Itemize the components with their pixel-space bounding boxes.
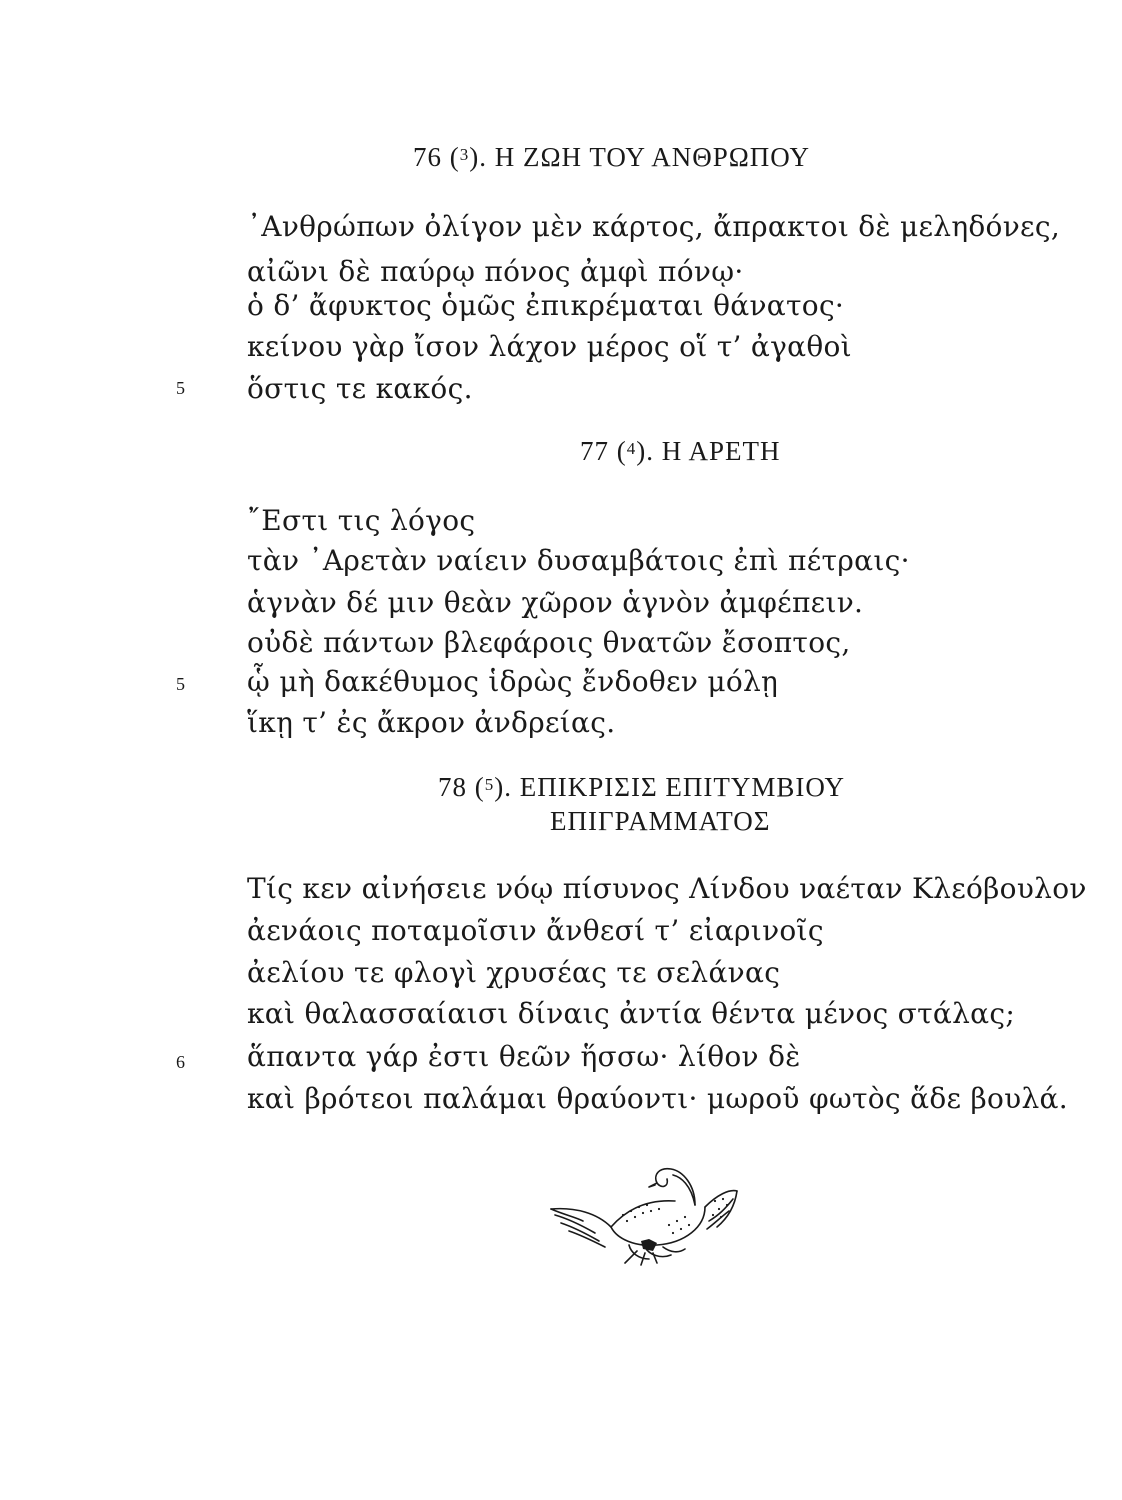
line-number: 6 (176, 1052, 185, 1072)
verse-line: ᾧ μὴ δακέθυμος ἱδρὼς ἔνδοθεν μόλῃ (247, 665, 779, 698)
verse-line: ὁ δ’ ἄφυκτος ὁμῶς ἐπικρέμαται θάνατος· (247, 289, 845, 322)
poem-title: Η ΑΡΕΤΗ (661, 436, 781, 466)
line-number: 5 (176, 674, 185, 694)
source-ref: ($^4$). (616, 436, 654, 466)
verse-line: ᾿Ανθρώπων ὀλίγον μὲν κάρτος, ἄπρακτοι δὲ μεληδόνες, (247, 210, 1061, 243)
verse-line: καὶ βρότεοι παλάμαι θραύοντι· μωροῦ φωτὸς ἅδε βουλά. (247, 1082, 1068, 1115)
verse-line: ἀενάοις ποταμοῖσιν ἄνθεσί τ’ εἰαρινοῖς (247, 914, 824, 947)
swan-ornament-icon (545, 1155, 740, 1267)
poem-number: 78 (438, 772, 467, 802)
verse-line: αἰῶνι δὲ παύρῳ πόνος ἀμφὶ πόνῳ· (247, 255, 744, 288)
verse-line: κείνου γὰρ ἴσον λάχον μέρος οἵ τ’ ἀγαθοὶ (247, 330, 852, 363)
line-number: 5 (176, 378, 185, 398)
poem-title: ΕΠΙΚΡΙΣΙΣ ΕΠΙΤΥΜΒΙΟΥ (519, 772, 846, 802)
poem-number: 77 (580, 436, 609, 466)
poem-76-heading (413, 142, 810, 173)
poem-77-heading (580, 436, 781, 467)
verse-line: ἵκῃ τ’ ἐς ἄκρον ἀνδρείας. (247, 706, 616, 739)
verse-line: οὐδὲ πάντων βλεφάροις θνατῶν ἔσοπτος, (247, 626, 851, 659)
poem-number: 76 (413, 142, 442, 172)
poem-78-heading-cont: ΕΠΙΓΡΑΜΜΑΤΟΣ (550, 806, 771, 836)
poem-title: Η ΖΩΗ ΤΟΥ ΑΝΘΡΩΠΟΥ (494, 142, 810, 172)
verse-line: ἁγνὰν δέ μιν θεὰν χῶρον ἁγνὸν ἀμφέπειν. (247, 586, 864, 619)
source-ref: ($^5$). (467, 772, 512, 802)
source-ref: ($^3$). (449, 142, 487, 172)
verse-line: Τίς κεν αἰνήσειε νόῳ πίσυνος Λίνδου ναέταν Κλεόβουλον (247, 872, 1087, 905)
verse-line: ἅπαντα γάρ ἐστι θεῶν ἥσσω· λίθον δὲ (247, 1040, 801, 1073)
poem-78-heading (438, 772, 845, 803)
verse-line: ἀελίου τε φλογὶ χρυσέας τε σελάνας (247, 956, 781, 989)
verse-line: τὰν ᾿Αρετὰν ναίειν δυσαμβάτοις ἐπὶ πέτραις· (247, 544, 910, 577)
verse-line: καὶ θαλασσαίαισι δίναις ἀντία θέντα μένος στάλας; (247, 997, 1016, 1030)
verse-line: ῎Εστι τις λόγος (247, 504, 476, 537)
verse-line: ὅστις τε κακός. (247, 372, 473, 405)
